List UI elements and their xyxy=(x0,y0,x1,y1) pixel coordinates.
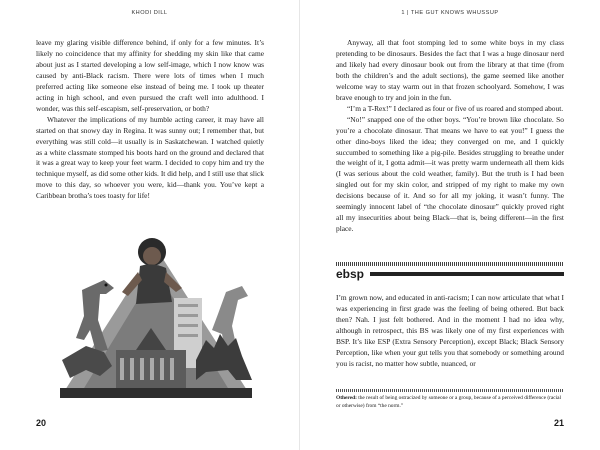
paragraph: leave my glaring visible difference behind, if only for a few minutes. It’s likely no coincidence that my affinity for shedding my skin like that came about just as I started developing a low self-image, which I now know was caused by anti-Black racism. There were lots of times when I much preferred acting like someone else instead of being me. I took up theater acting in high school, and even pursued the craft well into adulthood. I wonder, was this self-escapism, self-preservation, or both? xyxy=(36,38,264,113)
definition-note xyxy=(336,395,564,411)
section-heading-bar xyxy=(370,272,564,276)
page-number-left: 20 xyxy=(36,418,47,428)
right-page xyxy=(300,0,600,450)
paragraph: Anyway, all that foot stomping led to some white boys in my class pretending to be dinosaurs. Besides the fact that I was a huge dinosaur nerd and likely had every dinosaur book out from the library at that time (from both the children’s and the adult sections), the game seemed like another welcome way to stay warm out in that frozen schoolyard. Somehow, I was brave enough to try and join in the fun. xyxy=(336,38,564,102)
page-number-right: 21 xyxy=(553,418,564,428)
left-body-text xyxy=(36,38,264,202)
right-body-text-bottom xyxy=(336,293,564,370)
paragraph: I’m grown now, and educated in anti-racism; I can now articulate that what I was experiencing in first grade was the feeling of being othered. But back then? Nah. I just felt bothered. And in the moment I had no idea why, although in retrospect, this BS was likely one of my first experiences with BSP. It’s like ESP (Extra Sensory Perception), except Black; Black Sensory Perception, like when your gut tells you that somebody or something around you is racist, no matter how subtle, nuanced, or xyxy=(336,293,564,368)
dinosaur-collage-illustration xyxy=(56,230,256,400)
ground xyxy=(60,388,252,398)
paragraph: Whatever the implications of my humble acting career, it may have all started on that snowy day in Regina. It was sunny out; I remember that, but everything was still cold—it usually is in Saskatchewan. I watched quietly as a white classmate stomped his boots hard on the ground and declared that it was a great way to keep your feet warm. I decided to copy him and try the technique myself, as did some other kids. It did help, and I still use that slick move to this day, so whoever you were, kid—thank you. You’ve kept a Caribbean brotha’s toes toasty for life! xyxy=(36,114,264,201)
section-heading-label: ebsp xyxy=(336,267,365,281)
definition-term: Othered: xyxy=(336,395,357,401)
running-head-chapter: 1 | THE GUT KNOWS WHUSSUP xyxy=(401,10,499,16)
definition-text: the result of being ostracized by someone or a group, because of a perceived difference (racial or otherwise) from “the norm.” xyxy=(336,395,562,409)
definition-rule xyxy=(336,389,564,392)
running-head-author: KHODI DILL xyxy=(131,10,168,16)
section-heading xyxy=(336,267,564,281)
right-body-text-top xyxy=(336,38,564,235)
paragraph: “I’m a T-Rex!” I declared as four or five of us roared and stomped about. xyxy=(347,103,564,113)
paragraph: “No!” snapped one of the other boys. “You’re brown like chocolate. So you’re a chocolate dinosaur. That means we have to eat you!” I guess the other dino-boys liked the idea; they converged on me, and I quickly succumbed to something like a pig-pile. Besides struggling to breathe under the weight of it, I gotta admit—it was pretty warm underneath all them kids (I was serious about the cold weather, family). But the truth is I had been singled out for my skin color, and stripped of my right to make my own decisions because of it. And so for all my joking, it wasn’t funny. The seemingly innocent label of “the chocolate dinosaur” quickly proved right all my insecurities about being Black—that is, being different—in the first place. xyxy=(336,114,564,234)
child-face xyxy=(143,247,161,265)
section-rule xyxy=(336,262,564,266)
